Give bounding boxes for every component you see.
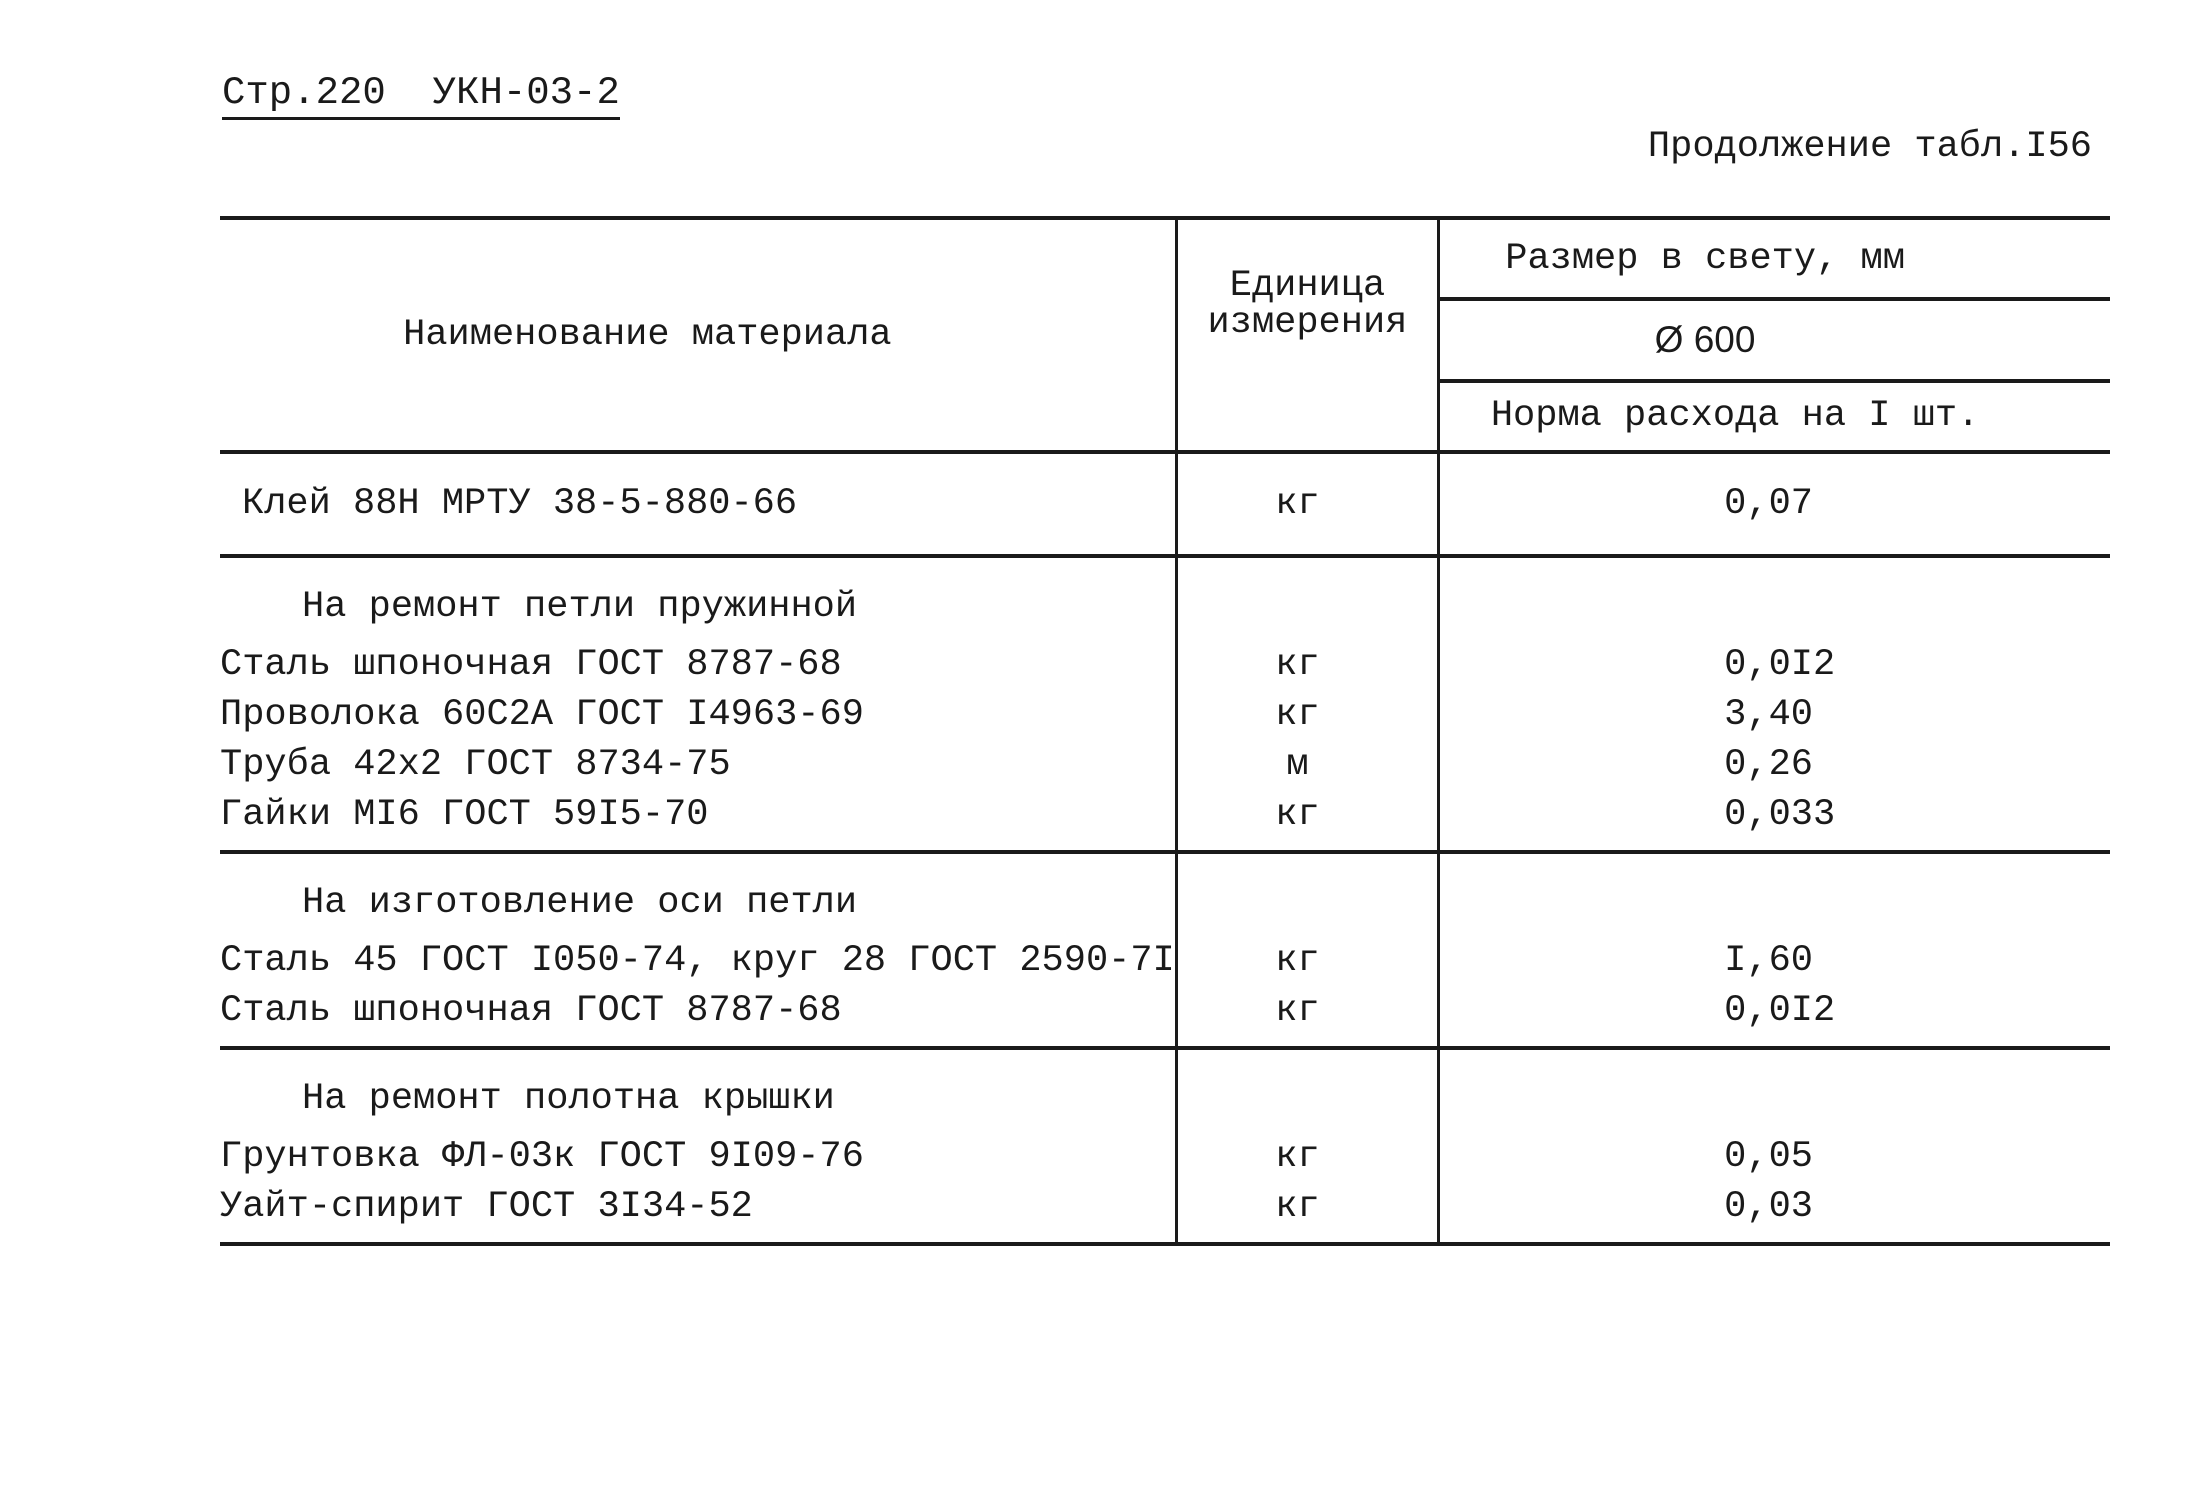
material-unit: кг [1176,924,1438,986]
header-unit-label: Единица измерения [1207,265,1408,344]
material-norm: 0,033 [1439,790,2110,852]
section-header [220,556,2110,628]
material-unit: кг [1176,690,1438,740]
material-unit: кг [1176,986,1438,1048]
material-unit: кг [1176,452,1438,556]
material-name: Сталь шпоночная ГОСТ 8787-68 [220,628,1176,690]
material-name: Грунтовка ФЛ-03к ГОСТ 9I09-76 [220,1120,1176,1182]
material-name: Труба 42х2 ГОСТ 8734-75 [220,740,1176,790]
material-name: Сталь 45 ГОСТ I050-74, круг 28 ГОСТ 2590-7I [220,924,1176,986]
table-row [220,452,2110,556]
page-reference: Стр.220 УКН-03-2 [222,72,620,120]
section-title: На ремонт полотна крышки [220,1048,1176,1120]
table-row [220,628,2110,690]
material-name: Клей 88Н МРТУ 38-5-880-66 [220,452,1176,556]
table-row [220,1120,2110,1182]
material-norm: 0,26 [1724,744,1813,786]
material-unit: кг [1176,628,1438,690]
header-diameter: Ø 600 [1439,299,2110,380]
header-norm: Норма расхода на I шт. [1439,381,2110,452]
material-unit: м [1176,740,1438,790]
material-unit: кг [1176,790,1438,852]
material-unit: кг [1176,1182,1438,1244]
material-norm: 3,40 [1724,694,1813,736]
header-material-name: Наименование материала [220,218,1176,452]
table-row [220,690,2110,740]
materials-table [220,216,2110,1246]
table-row [220,740,2110,790]
material-norm: 0,07 [1439,452,2110,556]
section-title: На ремонт петли пружинной [220,556,1176,628]
header-unit [1176,218,1438,452]
material-norm: 0,0I2 [1439,986,2110,1048]
material-norm: I,60 [1724,940,1813,982]
material-norm: 0,05 [1724,1136,1813,1178]
table-row [220,986,2110,1048]
table-row [220,790,2110,852]
table-continuation-label: Продолжение табл.I56 [1647,126,2092,168]
material-name: Гайки МI6 ГОСТ 59I5-70 [220,790,1176,852]
table-row [220,924,2110,986]
section-header [220,852,2110,924]
table-row [220,1182,2110,1244]
material-name: Проволока 60С2А ГОСТ I4963-69 [220,690,1176,740]
material-norm: 0,03 [1439,1182,2110,1244]
material-name: Сталь шпоночная ГОСТ 8787-68 [220,986,1176,1048]
material-name: Уайт-спирит ГОСТ 3I34-52 [220,1182,1176,1244]
material-norm: 0,0I2 [1724,644,1836,686]
header-size: Размер в свету, мм [1439,218,2110,299]
section-header [220,1048,2110,1120]
material-unit: кг [1176,1120,1438,1182]
section-title: На изготовление оси петли [220,852,1176,924]
